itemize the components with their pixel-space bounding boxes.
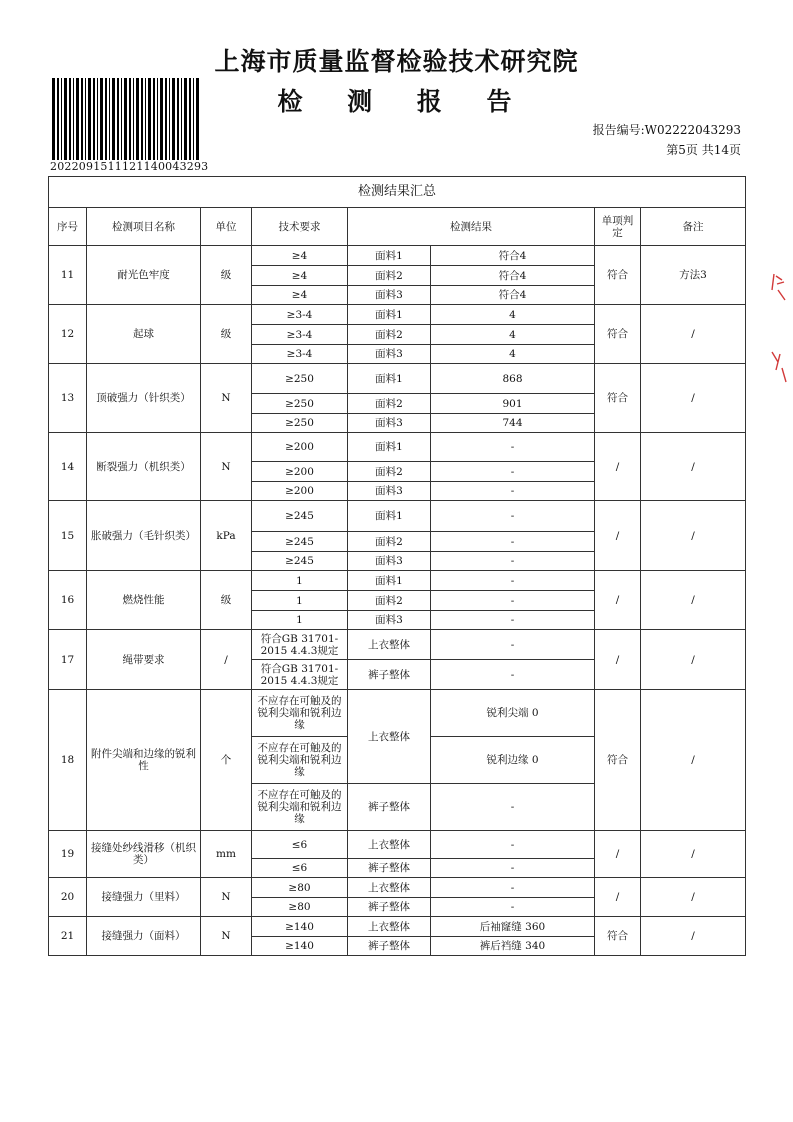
row-sample-part: 裤子整体 <box>348 937 431 956</box>
row-seq: 20 <box>49 878 87 917</box>
row-requirement: ≥4 <box>252 266 348 286</box>
barcode-number: 2022091511121140043293 <box>50 160 209 173</box>
row-remark: / <box>641 571 746 630</box>
row-requirement: 符合GB 31701-2015 4.4.3规定 <box>252 660 348 690</box>
row-result-value: - <box>431 433 595 462</box>
row-judgement: / <box>595 831 641 878</box>
row-requirement: ≥3-4 <box>252 305 348 325</box>
row-result-value: - <box>431 859 595 878</box>
row-result-value: 裤后裆缝 340 <box>431 937 595 956</box>
row-remark: / <box>641 305 746 364</box>
row-result-value: - <box>431 591 595 611</box>
row-unit: mm <box>201 831 252 878</box>
row-seq: 14 <box>49 433 87 501</box>
row-item-name: 耐光色牢度 <box>87 246 201 305</box>
row-judgement: / <box>595 878 641 917</box>
row-requirement: ≥140 <box>252 917 348 937</box>
row-remark: / <box>641 433 746 501</box>
row-sample-part: 面料2 <box>348 532 431 552</box>
row-result-value: - <box>431 630 595 660</box>
row-requirement: ≥4 <box>252 286 348 305</box>
row-result-value: 锐利边缘 0 <box>431 737 595 784</box>
row-sample-part: 面料2 <box>348 591 431 611</box>
row-result-value: - <box>431 552 595 571</box>
results-table <box>48 176 746 956</box>
row-seq: 17 <box>49 630 87 690</box>
row-seq: 18 <box>49 690 87 831</box>
row-unit: / <box>201 630 252 690</box>
row-result-value: - <box>431 878 595 898</box>
row-judgement: / <box>595 501 641 571</box>
row-seq: 19 <box>49 831 87 878</box>
row-seq: 12 <box>49 305 87 364</box>
row-sample-part: 面料1 <box>348 246 431 266</box>
row-remark: / <box>641 630 746 690</box>
row-remark: / <box>641 831 746 878</box>
row-result-value: 符合4 <box>431 286 595 305</box>
row-requirement: ≥3-4 <box>252 325 348 345</box>
row-remark: 方法3 <box>641 246 746 305</box>
row-sample-part: 面料1 <box>348 571 431 591</box>
table-row <box>49 305 746 325</box>
row-remark: / <box>641 878 746 917</box>
row-item-name: 绳带要求 <box>87 630 201 690</box>
header-unit: 单位 <box>201 208 252 246</box>
row-result-value: - <box>431 482 595 501</box>
row-unit: N <box>201 917 252 956</box>
row-requirement: ≥250 <box>252 364 348 394</box>
row-requirement: ≥80 <box>252 898 348 917</box>
row-sample-part: 裤子整体 <box>348 660 431 690</box>
row-unit: N <box>201 878 252 917</box>
table-row <box>49 690 746 737</box>
header-judgement: 单项判定 <box>595 208 641 246</box>
row-sample-part: 面料3 <box>348 482 431 501</box>
table-row <box>49 433 746 462</box>
row-sample-part: 裤子整体 <box>348 898 431 917</box>
page-info: 第5页 共14页 <box>666 143 741 157</box>
row-unit: kPa <box>201 501 252 571</box>
table-row <box>49 246 746 266</box>
row-sample-part: 面料2 <box>348 266 431 286</box>
row-judgement: / <box>595 433 641 501</box>
row-sample-part: 裤子整体 <box>348 859 431 878</box>
row-item-name: 接缝处纱线滑移（机织类） <box>87 831 201 878</box>
report-title: 检 测 报 告 <box>277 87 530 116</box>
row-remark: / <box>641 501 746 571</box>
row-result-value: 符合4 <box>431 266 595 286</box>
row-item-name: 起球 <box>87 305 201 364</box>
row-result-value: - <box>431 501 595 532</box>
header-requirement: 技术要求 <box>252 208 348 246</box>
table-row <box>49 571 746 591</box>
header-remark: 备注 <box>641 208 746 246</box>
row-result-value: - <box>431 660 595 690</box>
row-unit: 级 <box>201 246 252 305</box>
row-requirement: 符合GB 31701-2015 4.4.3规定 <box>252 630 348 660</box>
row-seq: 15 <box>49 501 87 571</box>
row-result-value: - <box>431 784 595 831</box>
row-result-value: 4 <box>431 305 595 325</box>
table-row <box>49 630 746 660</box>
row-judgement: 符合 <box>595 246 641 305</box>
row-item-name: 顶破强力（针织类） <box>87 364 201 433</box>
row-remark: / <box>641 364 746 433</box>
row-remark: / <box>641 917 746 956</box>
row-requirement: 不应存在可触及的锐利尖端和锐利边缘 <box>252 784 348 831</box>
barcode-icon <box>50 78 200 160</box>
row-judgement: 符合 <box>595 364 641 433</box>
row-judgement: 符合 <box>595 690 641 831</box>
row-seq: 13 <box>49 364 87 433</box>
row-result-value: 4 <box>431 345 595 364</box>
row-sample-part: 面料3 <box>348 345 431 364</box>
seal-stamp-icon <box>768 270 790 310</box>
row-sample-part: 面料1 <box>348 305 431 325</box>
row-sample-part: 面料2 <box>348 462 431 482</box>
row-result-value: 锐利尖端 0 <box>431 690 595 737</box>
row-item-name: 接缝强力（里料） <box>87 878 201 917</box>
row-requirement: ≥3-4 <box>252 345 348 364</box>
row-sample-part: 面料2 <box>348 394 431 414</box>
seal-stamp-icon <box>768 348 790 388</box>
row-result-value: 后袖窿缝 360 <box>431 917 595 937</box>
row-requirement: ≥200 <box>252 482 348 501</box>
header-result: 检测结果 <box>348 208 595 246</box>
row-requirement: 不应存在可触及的锐利尖端和锐利边缘 <box>252 737 348 784</box>
row-sample-part: 上衣整体 <box>348 831 431 859</box>
row-requirement: 不应存在可触及的锐利尖端和锐利边缘 <box>252 690 348 737</box>
institute-name: 上海市质量监督检验技术研究院 <box>214 47 579 76</box>
row-sample-part: 面料1 <box>348 433 431 462</box>
row-result-value: - <box>431 571 595 591</box>
row-result-value: 744 <box>431 414 595 433</box>
row-seq: 21 <box>49 917 87 956</box>
row-result-value: - <box>431 532 595 552</box>
row-requirement: ≥4 <box>252 246 348 266</box>
row-requirement: ≥245 <box>252 552 348 571</box>
row-sample-part: 上衣整体 <box>348 878 431 898</box>
row-sample-part: 上衣整体 <box>348 630 431 660</box>
table-title: 检测结果汇总 <box>49 177 746 208</box>
row-requirement: ≥245 <box>252 501 348 532</box>
row-judgement: 符合 <box>595 917 641 956</box>
row-sample-part: 面料2 <box>348 325 431 345</box>
row-seq: 11 <box>49 246 87 305</box>
table-row <box>49 878 746 898</box>
row-requirement: ≥200 <box>252 462 348 482</box>
table-row <box>49 917 746 937</box>
row-seq: 16 <box>49 571 87 630</box>
row-requirement: ≤6 <box>252 859 348 878</box>
row-sample-part: 面料3 <box>348 611 431 630</box>
row-result-value: 901 <box>431 394 595 414</box>
row-item-name: 附件尖端和边缘的锐利性 <box>87 690 201 831</box>
row-requirement: ≥140 <box>252 937 348 956</box>
row-result-value: - <box>431 462 595 482</box>
row-result-value: - <box>431 831 595 859</box>
row-unit: 级 <box>201 571 252 630</box>
row-unit: N <box>201 364 252 433</box>
row-remark: / <box>641 690 746 831</box>
row-sample-part: 上衣整体 <box>348 917 431 937</box>
row-judgement: 符合 <box>595 305 641 364</box>
table-row <box>49 501 746 532</box>
row-sample-part: 面料1 <box>348 364 431 394</box>
row-requirement: 1 <box>252 611 348 630</box>
row-result-value: 4 <box>431 325 595 345</box>
header-seq: 序号 <box>49 208 87 246</box>
row-item-name: 燃烧性能 <box>87 571 201 630</box>
table-header-row <box>49 208 746 246</box>
row-unit: N <box>201 433 252 501</box>
row-sample-part: 面料3 <box>348 414 431 433</box>
row-requirement: 1 <box>252 591 348 611</box>
row-unit: 个 <box>201 690 252 831</box>
row-requirement: ≥200 <box>252 433 348 462</box>
row-requirement: ≥245 <box>252 532 348 552</box>
row-sample-part: 裤子整体 <box>348 784 431 831</box>
table-row <box>49 831 746 859</box>
row-requirement: ≥250 <box>252 394 348 414</box>
row-requirement: 1 <box>252 571 348 591</box>
row-sample-part: 上衣整体 <box>348 690 431 784</box>
row-requirement: ≤6 <box>252 831 348 859</box>
row-sample-part: 面料3 <box>348 286 431 305</box>
row-result-value: - <box>431 611 595 630</box>
row-item-name: 断裂强力（机织类） <box>87 433 201 501</box>
table-row <box>49 364 746 394</box>
row-item-name: 接缝强力（面料） <box>87 917 201 956</box>
row-requirement: ≥250 <box>252 414 348 433</box>
report-number: 报告编号:W02222043293 <box>592 123 741 137</box>
row-sample-part: 面料3 <box>348 552 431 571</box>
row-sample-part: 面料1 <box>348 501 431 532</box>
row-requirement: ≥80 <box>252 878 348 898</box>
row-unit: 级 <box>201 305 252 364</box>
row-item-name: 胀破强力（毛针织类） <box>87 501 201 571</box>
row-judgement: / <box>595 630 641 690</box>
row-judgement: / <box>595 571 641 630</box>
row-result-value: - <box>431 898 595 917</box>
row-result-value: 符合4 <box>431 246 595 266</box>
header-item: 检测项目名称 <box>87 208 201 246</box>
row-result-value: 868 <box>431 364 595 394</box>
